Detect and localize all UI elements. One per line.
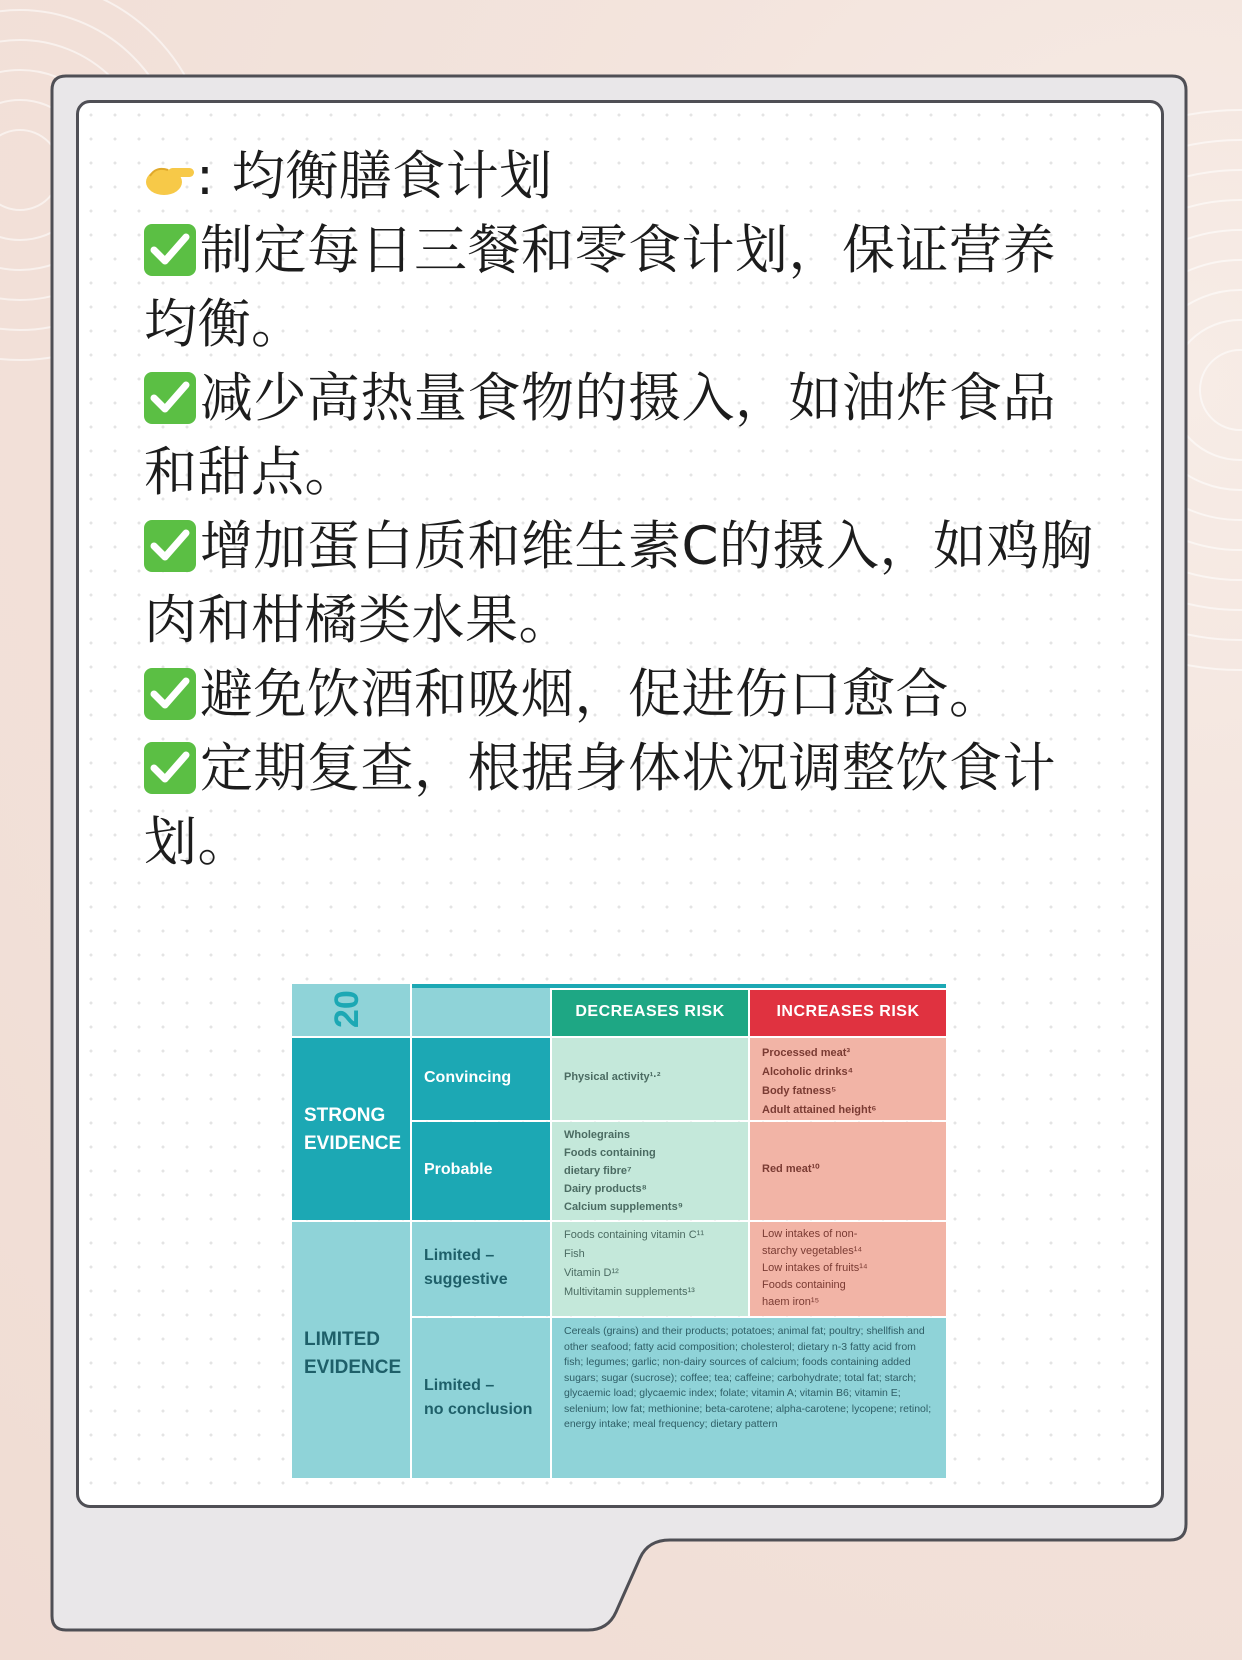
list-item: Physical activity¹·² (564, 1071, 661, 1083)
list-item-text: 定期复查，根据身体状况调整饮食计划。 (144, 738, 1056, 873)
list-item: dietary fibre⁷ (564, 1165, 632, 1177)
list-item-text: 减少高热量食物的摄入，如油炸食品和甜点。 (144, 368, 1056, 503)
list-item: Low intakes of fruits¹⁴ (762, 1262, 868, 1274)
suggestive-decreases (552, 1222, 748, 1316)
probable-label: Probable (412, 1122, 550, 1220)
diet-plan-text (144, 140, 1104, 880)
heading-text: : 均衡膳食计划 (196, 146, 553, 207)
header-decreases-risk: DECREASES RISK (552, 990, 748, 1036)
list-item: Body fatness⁵ (762, 1085, 837, 1097)
list-item: Low intakes of non- (762, 1228, 858, 1240)
list-item: Red meat¹⁰ (762, 1163, 820, 1175)
list-item (144, 658, 1104, 732)
list-item: Dairy products⁸ (564, 1183, 647, 1195)
label-line: Limited – (424, 1247, 495, 1264)
label-line: no conclusion (424, 1401, 533, 1418)
list-item: haem iron¹⁵ (762, 1296, 820, 1308)
convincing-label: Convincing (412, 1038, 550, 1120)
list-item (144, 214, 1104, 362)
probable-decreases (552, 1122, 748, 1220)
table-corner (292, 984, 410, 1036)
list-item-text: 增加蛋白质和维生素C的摄入，如鸡胸肉和柑橘类水果。 (144, 516, 1094, 651)
strong-evidence-line2: EVIDENCE (304, 1133, 402, 1154)
table-top-rule (412, 984, 946, 988)
list-item: Alcoholic drinks⁴ (762, 1066, 854, 1078)
convincing-increases (750, 1038, 946, 1120)
list-item (144, 732, 1104, 880)
strong-evidence-cell (292, 1038, 410, 1220)
check-icon (144, 372, 196, 424)
list-item-text: 避免饮酒和吸烟，促进伤口愈合。 (200, 664, 1003, 725)
limited-no-conclusion-label (412, 1318, 550, 1478)
convincing-decreases (552, 1038, 748, 1120)
limited-evidence-line1: LIMITED (304, 1329, 380, 1350)
list-item: Multivitamin supplements¹³ (564, 1286, 695, 1298)
check-icon (144, 224, 196, 276)
list-item (144, 510, 1104, 658)
check-icon (144, 520, 196, 572)
no-conclusion-text: Cereals (grains) and their products; potatoes; animal fat; poultry; shellfish and other seafood; fatty acid composition; cholesterol; dietary n-3 fatty acid from fish; legumes; garlic; non-dairy sources of calcium; foods containing added sugars; sugar (sucrose); coffee; tea; caffeine; carbohydrate; total fat; starch; glycaemic load; glycaemic index; folate; vitamin A; vitamin B6; vitamin E; selenium; low fat; methionine; beta-carotene; alpha-carotene; lycopene; retinol; energy intake; meal frequency; dietary pattern (552, 1318, 946, 1478)
probable-increases (750, 1122, 946, 1220)
strong-evidence-line1: STRONG (304, 1105, 386, 1126)
list-item: Calcium supplements⁹ (564, 1201, 683, 1213)
corner-fragment: 20 (328, 990, 366, 1028)
evidence-table-image (292, 984, 946, 1478)
check-icon (144, 742, 196, 794)
list-item: Foods containing (762, 1279, 846, 1291)
suggestive-increases (750, 1222, 946, 1316)
list-item: starchy vegetables¹⁴ (762, 1245, 863, 1257)
pointing-hand-icon (144, 144, 196, 184)
check-icon (144, 668, 196, 720)
limited-suggestive-label (412, 1222, 550, 1316)
list-item: Fish (564, 1248, 585, 1260)
list-item: Foods containing (564, 1147, 656, 1159)
list-item: Adult attained height⁶ (762, 1104, 877, 1116)
limited-evidence-line2: EVIDENCE (304, 1357, 402, 1378)
header-increases-risk: INCREASES RISK (750, 990, 946, 1036)
table-header-blank (412, 984, 550, 1036)
limited-evidence-cell (292, 1222, 410, 1478)
list-item: Wholegrains (564, 1129, 631, 1141)
list-item-text: 制定每日三餐和零食计划，保证营养均衡。 (144, 220, 1056, 355)
list-item (144, 362, 1104, 510)
list-item: Foods containing vitamin C¹¹ (564, 1229, 705, 1241)
label-line: Limited – (424, 1377, 495, 1394)
heading-line (144, 140, 1104, 214)
list-item: Vitamin D¹² (564, 1267, 619, 1279)
label-line: suggestive (424, 1271, 508, 1288)
list-item: Processed meat³ (762, 1047, 851, 1059)
